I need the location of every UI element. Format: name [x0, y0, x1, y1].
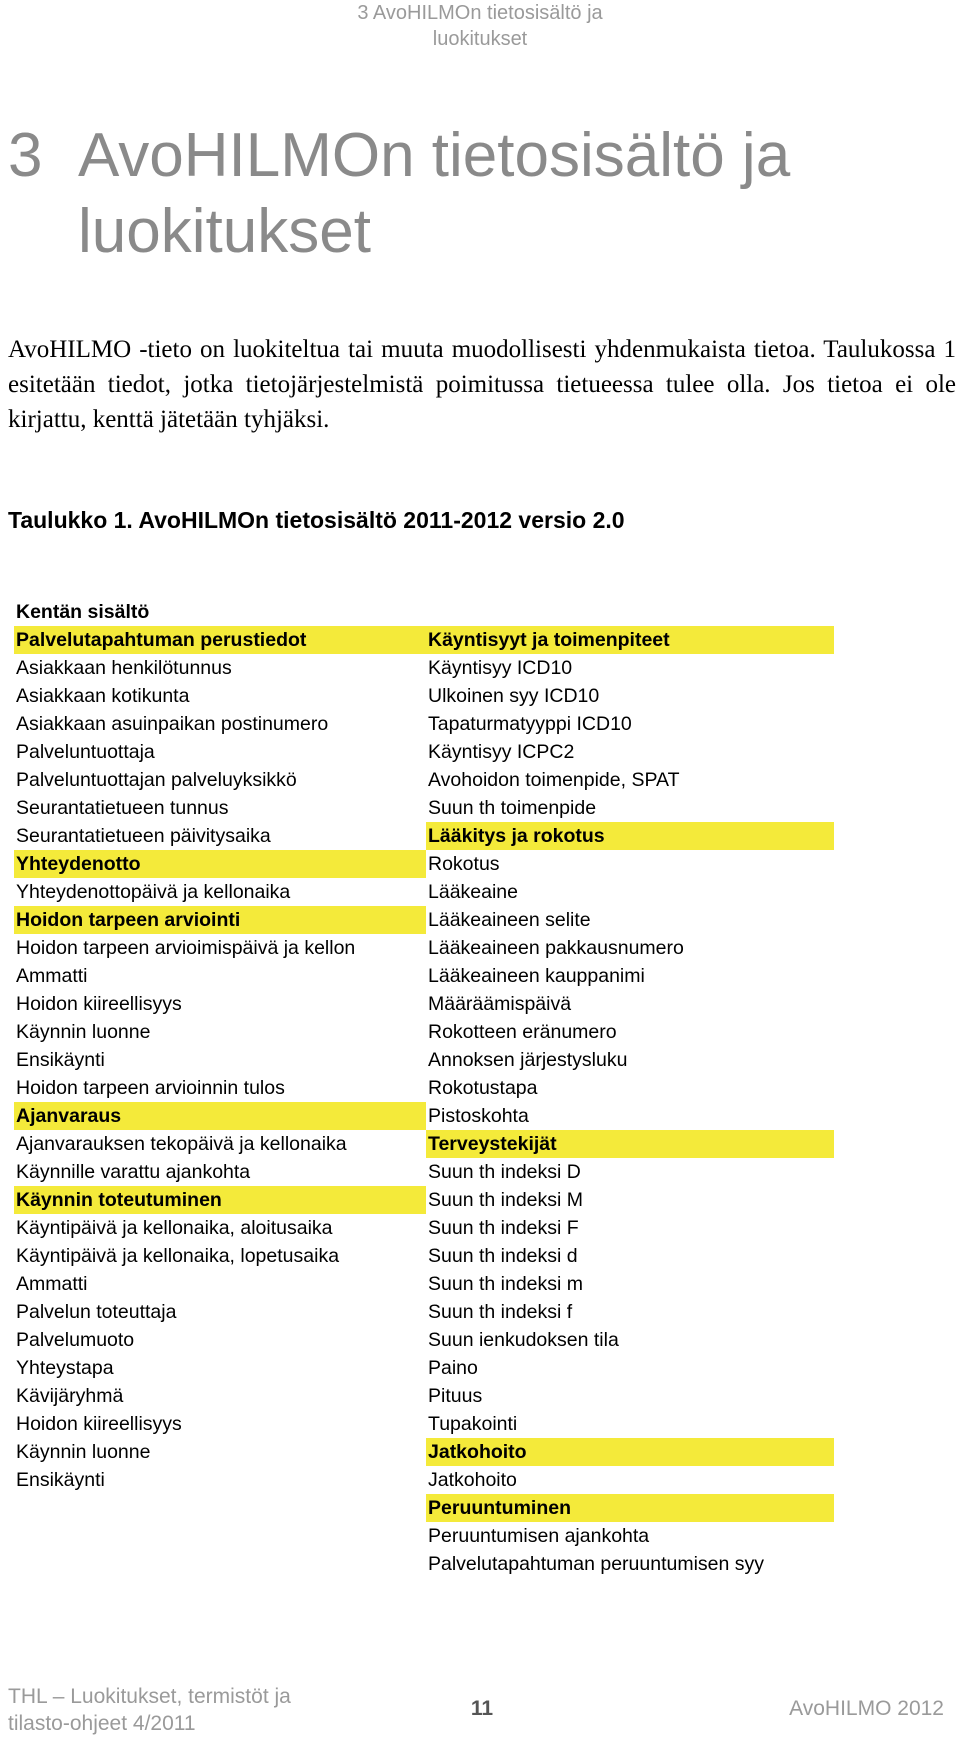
- table-cell: Rokotustapa: [428, 1077, 538, 1099]
- table-cell: Rokotus: [428, 853, 500, 875]
- table-section-header: Peruuntuminen: [426, 1494, 834, 1522]
- table-section-header: Terveystekijät: [426, 1130, 834, 1158]
- table-cell: Seurantatietueen päivitysaika: [16, 825, 271, 847]
- table-cell: Asiakkaan asuinpaikan postinumero: [16, 713, 329, 735]
- table-cell: Palvelun toteuttaja: [16, 1301, 177, 1323]
- table-cell: Seurantatietueen tunnus: [16, 797, 229, 819]
- table-cell: Käyntisyy ICPC2: [428, 741, 575, 763]
- table-cell: Ensikäynti: [16, 1469, 105, 1491]
- table-cell: Tapaturmatyyppi ICD10: [428, 713, 632, 735]
- table-cell: Ammatti: [16, 965, 88, 987]
- table-column-left: [14, 626, 426, 1578]
- table-section-header: Käyntisyyt ja toimenpiteet: [426, 626, 834, 654]
- table-cell: Paino: [428, 1357, 478, 1379]
- chapter-title-line2: luokitukset: [78, 197, 371, 266]
- table-cell: Kävijäryhmä: [16, 1385, 124, 1407]
- table-section-header: Ajanvaraus: [14, 1102, 426, 1130]
- table-cell: Ammatti: [16, 1273, 88, 1295]
- table-cell: Hoidon kiireellisyys: [16, 1413, 182, 1435]
- table-cell: Suun th indeksi f: [428, 1301, 573, 1323]
- table-section-header: Yhteydenotto: [14, 850, 426, 878]
- table-cell: Suun th indeksi d: [428, 1245, 578, 1267]
- table-cell: Pituus: [428, 1385, 483, 1407]
- page-number: 11: [470, 1697, 494, 1720]
- table-cell: Ulkoinen syy ICD10: [428, 685, 600, 707]
- footer-publisher: [8, 1683, 291, 1737]
- table-section-header: Käynnin toteutuminen: [14, 1186, 426, 1214]
- table-caption: Taulukko 1. AvoHILMOn tietosisältö 2011-2012 versio 2.0: [8, 507, 625, 533]
- table-cell: Käynnin luonne: [16, 1441, 151, 1463]
- footer-publisher-line2: tilasto-ohjeet 4/2011: [8, 1712, 196, 1735]
- table-cell: Lääkeaineen kauppanimi: [428, 965, 645, 987]
- table-section-header: Hoidon tarpeen arviointi: [14, 906, 426, 934]
- table-cell: Palvelutapahtuman peruuntumisen syy: [428, 1553, 765, 1575]
- footer-document-name: AvoHILMO 2012: [789, 1697, 944, 1720]
- table-cell: Hoidon tarpeen arvioimispäivä ja kellon: [16, 937, 356, 959]
- table-cell: Lääkeaineen pakkausnumero: [428, 937, 684, 959]
- table-cell: Peruuntumisen ajankohta: [428, 1525, 650, 1547]
- table-cell: Käyntipäivä ja kellonaika, aloitusaika: [16, 1217, 333, 1239]
- table-cell: Suun th indeksi D: [428, 1161, 581, 1183]
- chapter-number: 3: [8, 121, 43, 190]
- table-cell: Käyntisyy ICD10: [428, 657, 573, 679]
- table-cell: Käyntipäivä ja kellonaika, lopetusaika: [16, 1245, 340, 1267]
- content-table: [14, 598, 834, 1578]
- table-cell: Annoksen järjestysluku: [428, 1049, 628, 1071]
- table-cell: Käynnin luonne: [16, 1021, 151, 1043]
- table-cell: Asiakkaan henkilötunnus: [16, 657, 232, 679]
- table-columns: [14, 626, 834, 1578]
- table-cell: Hoidon kiireellisyys: [16, 993, 182, 1015]
- table-cell: Suun ienkudoksen tila: [428, 1329, 619, 1351]
- table-section-header: Jatkohoito: [426, 1438, 834, 1466]
- table-column-right: [426, 626, 834, 1578]
- table-cell: Lääkeaineen selite: [428, 909, 591, 931]
- chapter-title: [8, 118, 908, 270]
- table-cell: Palvelumuoto: [16, 1329, 135, 1351]
- table-cell: Suun th indeksi M: [428, 1189, 584, 1211]
- table-cell: Jatkohoito: [428, 1469, 517, 1491]
- table-cell: Ajanvarauksen tekopäivä ja kellonaika: [16, 1133, 347, 1155]
- running-header: 3 AvoHILMOn tietosisältö ja luokitukset: [357, 2, 603, 50]
- table-cell: Pistoskohta: [428, 1105, 529, 1127]
- table-cell: Lääkeaine: [428, 881, 518, 903]
- table-cell: Ensikäynti: [16, 1049, 105, 1071]
- table-cell: Yhteydenottopäivä ja kellonaika: [16, 881, 291, 903]
- intro-paragraph: AvoHILMO -tieto on luokiteltua tai muuta muodollisesti yhdenmukaista tietoa. Taulukossa 1 esitetään tiedot, jotka tietojärjestelmistä poimitussa tietueessa tulee olla. Jos tietoa ei ole kirjattu, kenttä jätetään tyhjäksi.: [8, 336, 956, 433]
- table-cell: Käynnille varattu ajankohta: [16, 1161, 251, 1183]
- table-cell: Rokotteen eränumero: [428, 1021, 617, 1043]
- table-section-header: Palvelutapahtuman perustiedot: [14, 626, 426, 654]
- table-cell: Suun th toimenpide: [428, 797, 597, 819]
- table-cell: Yhteystapa: [16, 1357, 114, 1379]
- table-cell: Suun th indeksi m: [428, 1273, 584, 1295]
- table-cell: Hoidon tarpeen arvioinnin tulos: [16, 1077, 285, 1099]
- table-cell: Suun th indeksi F: [428, 1217, 579, 1239]
- table-cell: Määräämispäivä: [428, 993, 572, 1015]
- table-cell: Asiakkaan kotikunta: [16, 685, 190, 707]
- table-cell: Avohoidon toimenpide, SPAT: [428, 769, 680, 791]
- chapter-title-line1: AvoHILMOn tietosisältö ja: [78, 121, 791, 190]
- footer-publisher-line1: THL – Luokitukset, termistöt ja: [8, 1685, 291, 1708]
- table-cell: Palveluntuottaja: [16, 741, 155, 763]
- table-cell: Palveluntuottajan palveluyksikkö: [16, 769, 297, 791]
- table-section-header: Lääkitys ja rokotus: [426, 822, 834, 850]
- table-cell: Tupakointi: [428, 1413, 518, 1435]
- table-heading: Kentän sisältö: [16, 601, 150, 623]
